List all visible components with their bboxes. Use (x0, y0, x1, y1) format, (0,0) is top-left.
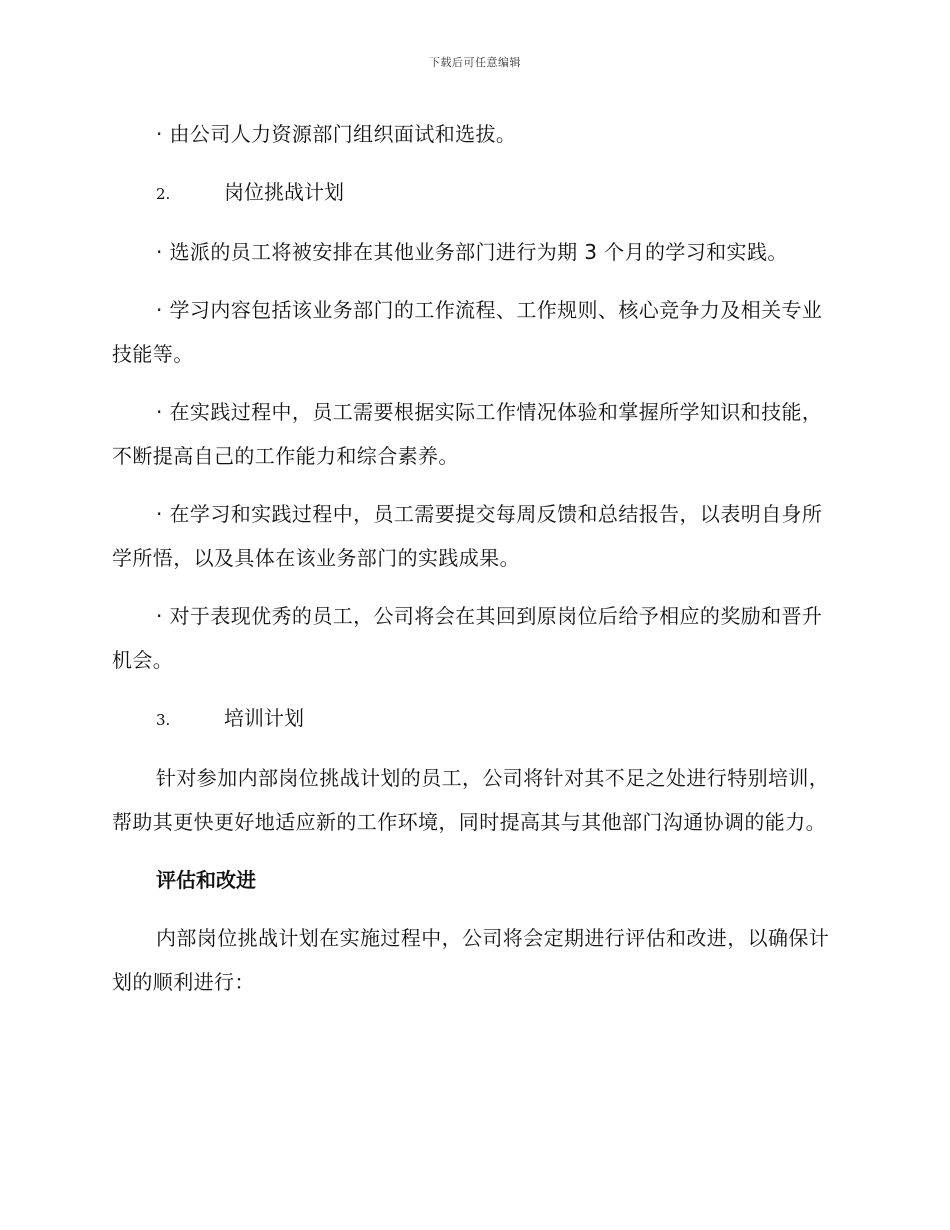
page-header: 下载后可任意编辑 (429, 56, 521, 69)
paragraph-training: 针对参加内部岗位挑战计划的员工，公司将针对其不足之处进行特别培训，帮助其更快更好地适应新的工作环境，同时提高其与其他部门沟通协调的能力。 (112, 766, 830, 834)
paragraph-practice: · 在实践过程中，员工需要根据实际工作情况体验和掌握所学知识和技能，不断提高自己的工作能力和综合素养。 (112, 400, 823, 468)
heading-evaluation: 评估和改进 (156, 868, 256, 892)
paragraph-evaluation: 内部岗位挑战计划在实施过程中，公司将会定期进行评估和改进，以确保计划的顺利进行： (112, 926, 830, 994)
section-number: 3. (156, 711, 171, 729)
paragraph-learning-content: · 学习内容包括该业务部门的工作流程、工作规则、核心竞争力及相关专业技能等。 (112, 298, 823, 366)
section-training (156, 696, 832, 742)
section-number: 2. (156, 185, 171, 203)
section-title: 岗位挑战计划 (224, 180, 344, 204)
document-body (112, 112, 832, 1018)
paragraph-rewards: · 对于表现优秀的员工，公司将会在其回到原岗位后给予相应的奖励和晋升机会。 (112, 604, 823, 672)
section-job-challenge (156, 170, 832, 216)
section-title: 培训计划 (224, 706, 304, 730)
paragraph-interview: · 由公司人力资源部门组织面试和选拔。 (156, 122, 517, 146)
paragraph-assignment: · 选派的员工将被安排在其他业务部门进行为期 3 个月的学习和实践。 (156, 240, 788, 264)
paragraph-reports: · 在学习和实践过程中，员工需要提交每周反馈和总结报告，以表明自身所学所悟，以及具体在该业务部门的实践成果。 (112, 502, 823, 570)
